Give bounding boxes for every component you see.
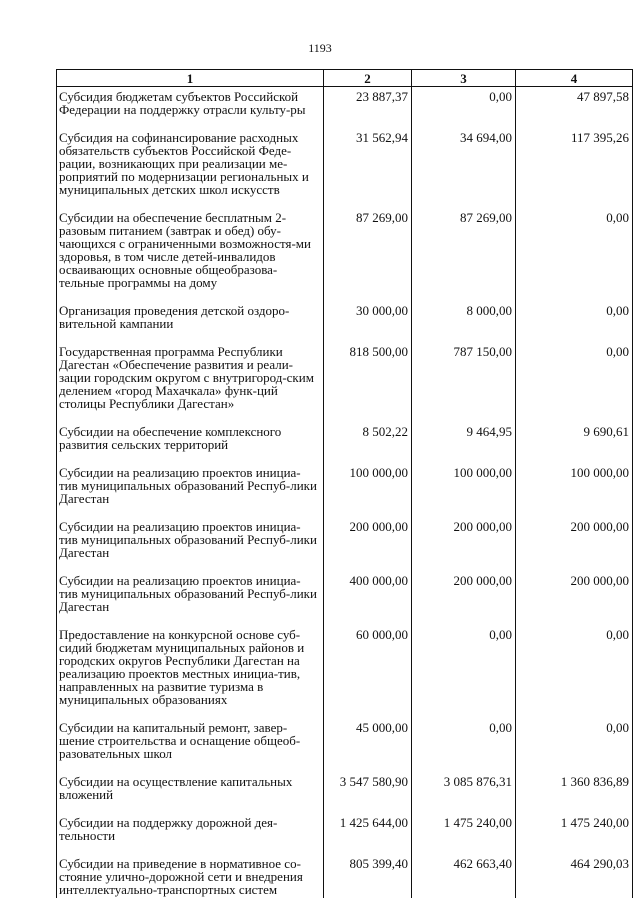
column-header-3: 3 (412, 70, 516, 87)
row-value-col3: 100 000,00 (412, 463, 516, 517)
row-value-col3: 9 464,95 (412, 422, 516, 463)
table-row (57, 772, 633, 813)
row-value-col2: 805 399,40 (324, 854, 412, 898)
row-value-col4: 0,00 (516, 301, 633, 342)
table-row (57, 422, 633, 463)
row-value-col2: 3 547 580,90 (324, 772, 412, 813)
table-row (57, 517, 633, 571)
table-row (57, 128, 633, 208)
row-name: Субсидии на поддержку дорожной дея-тельности (57, 813, 324, 854)
row-value-col4: 200 000,00 (516, 517, 633, 571)
table-row (57, 718, 633, 772)
row-value-col2: 1 425 644,00 (324, 813, 412, 854)
table-row (57, 208, 633, 301)
row-value-col4: 0,00 (516, 625, 633, 718)
table-header-row (57, 70, 633, 87)
table-row (57, 813, 633, 854)
row-value-col3: 200 000,00 (412, 571, 516, 625)
row-name: Предоставление на конкурсной основе суб-сидий бюджетам муниципальных районов и городских округов Республики Дагестан на реализацию проектов местных инициа-тив, направленных на развитие туризма в муниципальных образованиях (57, 625, 324, 718)
table-row (57, 625, 633, 718)
row-name: Организация проведения детской оздоро-вительной кампании (57, 301, 324, 342)
row-value-col4: 0,00 (516, 718, 633, 772)
row-value-col4: 47 897,58 (516, 87, 633, 129)
row-value-col3: 787 150,00 (412, 342, 516, 422)
row-name: Государственная программа Республики Дагестан «Обеспечение развития и реали-зации городским округом с внутригород-ским делением «город Махачкала» функ-ций столицы Республики Дагестан» (57, 342, 324, 422)
row-value-col2: 23 887,37 (324, 87, 412, 129)
row-value-col2: 200 000,00 (324, 517, 412, 571)
row-name: Субсидия на софинансирование расходных обязательств субъектов Российской Феде-рации, возникающих при реализации ме-роприятий по модернизации региональных и муниципальных детских школ искусств (57, 128, 324, 208)
budget-table (56, 69, 633, 898)
row-name: Субсидии на обеспечение бесплатным 2-разовым питанием (завтрак и обед) обу-чающихся с ограниченными возможностя-ми здоровья, в том числе детей-инвалидов осваивающих основные общеобразова-тельные программы на дому (57, 208, 324, 301)
page-number: 1193 (308, 41, 332, 55)
row-value-col2: 87 269,00 (324, 208, 412, 301)
table-row (57, 301, 633, 342)
row-value-col4: 9 690,61 (516, 422, 633, 463)
table-row (57, 854, 633, 898)
row-value-col2: 100 000,00 (324, 463, 412, 517)
row-value-col4: 0,00 (516, 208, 633, 301)
row-name: Субсидии на реализацию проектов инициа-тив муниципальных образований Респуб-лики Дагестан (57, 463, 324, 517)
table-row (57, 571, 633, 625)
row-value-col4: 0,00 (516, 342, 633, 422)
row-name: Субсидии на приведение в нормативное со-стояние улично-дорожной сети и внедрения интеллектуально-транспортных систем (57, 854, 324, 898)
row-value-col4: 464 290,03 (516, 854, 633, 898)
row-value-col2: 8 502,22 (324, 422, 412, 463)
row-name: Субсидии на реализацию проектов инициа-тив муниципальных образований Респуб-лики Дагестан (57, 517, 324, 571)
row-value-col2: 400 000,00 (324, 571, 412, 625)
row-name: Субсидии на реализацию проектов инициа-тив муниципальных образований Респуб-лики Дагестан (57, 571, 324, 625)
row-value-col3: 0,00 (412, 718, 516, 772)
row-value-col2: 818 500,00 (324, 342, 412, 422)
row-value-col3: 200 000,00 (412, 517, 516, 571)
row-value-col3: 1 475 240,00 (412, 813, 516, 854)
row-value-col3: 0,00 (412, 87, 516, 129)
row-value-col3: 34 694,00 (412, 128, 516, 208)
row-name: Субсидия бюджетам субъектов Российской Федерации на поддержку отрасли культу-ры (57, 87, 324, 129)
row-name: Субсидии на капитальный ремонт, завер-шение строительства и оснащение общеоб-разовательных школ (57, 718, 324, 772)
row-value-col4: 1 360 836,89 (516, 772, 633, 813)
row-value-col3: 8 000,00 (412, 301, 516, 342)
row-value-col4: 200 000,00 (516, 571, 633, 625)
column-header-1: 1 (57, 70, 324, 87)
row-value-col2: 31 562,94 (324, 128, 412, 208)
row-value-col3: 87 269,00 (412, 208, 516, 301)
table-row (57, 342, 633, 422)
row-name: Субсидии на осуществление капитальных вложений (57, 772, 324, 813)
row-value-col2: 60 000,00 (324, 625, 412, 718)
row-value-col2: 45 000,00 (324, 718, 412, 772)
row-value-col4: 1 475 240,00 (516, 813, 633, 854)
row-value-col3: 0,00 (412, 625, 516, 718)
row-value-col4: 117 395,26 (516, 128, 633, 208)
column-header-4: 4 (516, 70, 633, 87)
row-value-col2: 30 000,00 (324, 301, 412, 342)
row-value-col3: 462 663,40 (412, 854, 516, 898)
row-value-col3: 3 085 876,31 (412, 772, 516, 813)
table-row (57, 463, 633, 517)
row-value-col4: 100 000,00 (516, 463, 633, 517)
row-name: Субсидии на обеспечение комплексного развития сельских территорий (57, 422, 324, 463)
table-row (57, 87, 633, 129)
column-header-2: 2 (324, 70, 412, 87)
